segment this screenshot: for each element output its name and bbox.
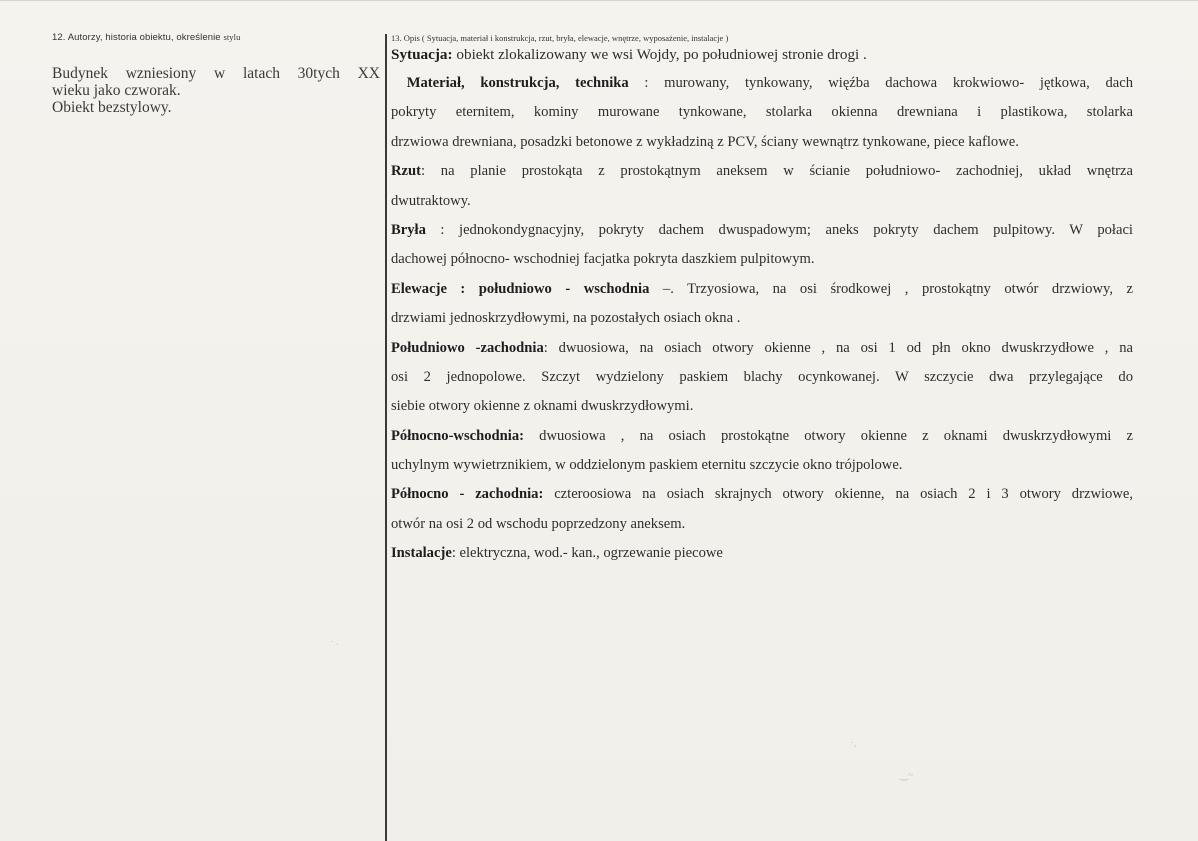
pn-zach-row-2 <box>391 510 1133 539</box>
history-line-2: wieku jako czworak. <box>52 82 181 99</box>
elewacje-pd-wsch-text-2: drzwiami jednoskrzydłowymi, na pozostałych osiach okna . <box>391 310 741 327</box>
material-text-3: drzwiowa drewniana, posadzki betonowe z wykładziną z PCV, ściany wewnątrz tynkowane, piece kaflowe. <box>391 133 1019 150</box>
scan-smudge: ‿~ <box>900 770 914 781</box>
pd-zach-row-3 <box>391 392 1133 421</box>
instalacje-text: : elektryczna, wod.- kan., ogrzewanie piecowe <box>451 545 723 562</box>
scan-smudge: ˙ · <box>330 640 340 651</box>
pn-wsch-text-1: dwuosiowa , na osiach prostokątne otwory okienne z oknami dwuskrzydłowymi z <box>523 427 1133 444</box>
rzut-text-1: : na planie prostokąta z prostokątnym aneksem w ścianie południowo- zachodniej, układ wnętrza <box>421 163 1133 180</box>
pd-zach-text-1: : dwuosiowa, na osiach otwory okienne , na osi 1 od płn okno dwuskrzydłowe , na <box>543 339 1133 356</box>
material-text-1: : murowany, tynkowany, więźba dachowa krokwiowo- jętkowa, dach <box>628 75 1133 91</box>
elewacje-pd-wsch-row-2 <box>391 304 1133 333</box>
elewacje-pd-wsch-text-1: –. Trzyosiowa, na osi środkowej , prostokątny otwór drzwiowy, z <box>649 280 1133 297</box>
rzut-text-2: dwutraktowy. <box>391 192 471 209</box>
sytuacja-row <box>391 45 1133 65</box>
pd-zach-row-2 <box>391 363 1133 392</box>
pn-zach-row-1 <box>391 480 1133 509</box>
material-text-2: pokryty eternitem, kominy murowane tynkowane, stolarka okienna drewniana i plastikowa, stolarka <box>391 104 1133 121</box>
rzut-label: Rzut <box>391 163 421 180</box>
history-line-3: Obiekt bezstylowy. <box>52 99 172 116</box>
section-12-title: 12. Autorzy, historia obiektu, określenie <box>52 32 221 43</box>
top-rule <box>0 0 1198 1</box>
bryla-row-1 <box>391 216 1133 245</box>
section-13-body <box>391 45 1133 569</box>
right-column <box>391 33 1133 569</box>
bryla-text-1: : jednokondygnacyjny, pokryty dachem dwuspadowym; aneks pokryty dachem pulpitowy. W połaci <box>425 221 1133 238</box>
elewacje-pd-wsch-row-1 <box>391 275 1133 304</box>
section-12-header <box>52 32 382 43</box>
sytuacja-label: Sytuacja: <box>391 46 453 63</box>
pd-zach-label: Południowo -zachodnia <box>391 339 544 356</box>
pn-wsch-row-1 <box>391 422 1133 451</box>
rzut-row-2 <box>391 187 1133 216</box>
elewacje-pd-wsch-label: Elewacje : południowo - wschodnia <box>391 280 650 297</box>
instalacje-label: Instalacje <box>391 545 452 562</box>
pn-wsch-label: Północno-wschodnia: <box>391 427 524 444</box>
material-row-3 <box>391 128 1133 157</box>
pn-zach-text-2: otwór na osi 2 od wschodu poprzedzony aneksem. <box>391 515 686 532</box>
pn-wsch-row-2 <box>391 451 1133 480</box>
pn-wsch-text-2: uchylnym wywietrznikiem, w oddzielonym paskiem eternitu szczycie okno trójpolowe. <box>391 457 903 474</box>
sytuacja-text: obiekt zlokalizowany we wsi Wojdy, po południowej stronie drogi . <box>452 46 867 63</box>
material-label: Materiał, konstrukcja, technika <box>406 75 629 91</box>
rzut-row-1 <box>391 157 1133 186</box>
section-13-header: 13. Opis ( Sytuacja, materiał i konstrukcja, rzut, bryła, elewacje, wnętrze, wyposażenie, instalacje ) <box>391 33 729 43</box>
pn-zach-text-1: czteroosiowa na osiach skrajnych otwory okienne, na osiach 2 i 3 otwory drzwiowe, <box>543 486 1133 503</box>
pd-zach-row-1 <box>391 334 1133 363</box>
section-12-body <box>52 65 382 116</box>
history-line-1: Budynek wzniesiony w latach 30tych XX <box>52 65 380 82</box>
instalacje-row <box>391 539 1133 568</box>
scan-smudge: ·‚ <box>850 738 857 749</box>
column-divider <box>385 34 387 841</box>
pd-zach-text-3: siebie otwory okienne z oknami dwuskrzydłowymi. <box>391 398 694 415</box>
left-column <box>52 32 382 116</box>
material-row-1 <box>391 69 1133 98</box>
material-row-2 <box>391 98 1133 127</box>
section-12-title-suffix: stylu <box>223 32 241 42</box>
pd-zach-text-2: osi 2 jednopolowe. Szczyt wydzielony paskiem blachy ocynkowanej. W szczycie dwa przylegające do <box>391 368 1133 385</box>
pn-zach-label: Północno - zachodnia: <box>391 486 544 503</box>
bryla-text-2: dachowej północno- wschodniej facjatka pokryta daszkiem pulpitowym. <box>391 251 815 268</box>
bryla-label: Bryła <box>391 221 426 238</box>
bryla-row-2 <box>391 245 1133 274</box>
